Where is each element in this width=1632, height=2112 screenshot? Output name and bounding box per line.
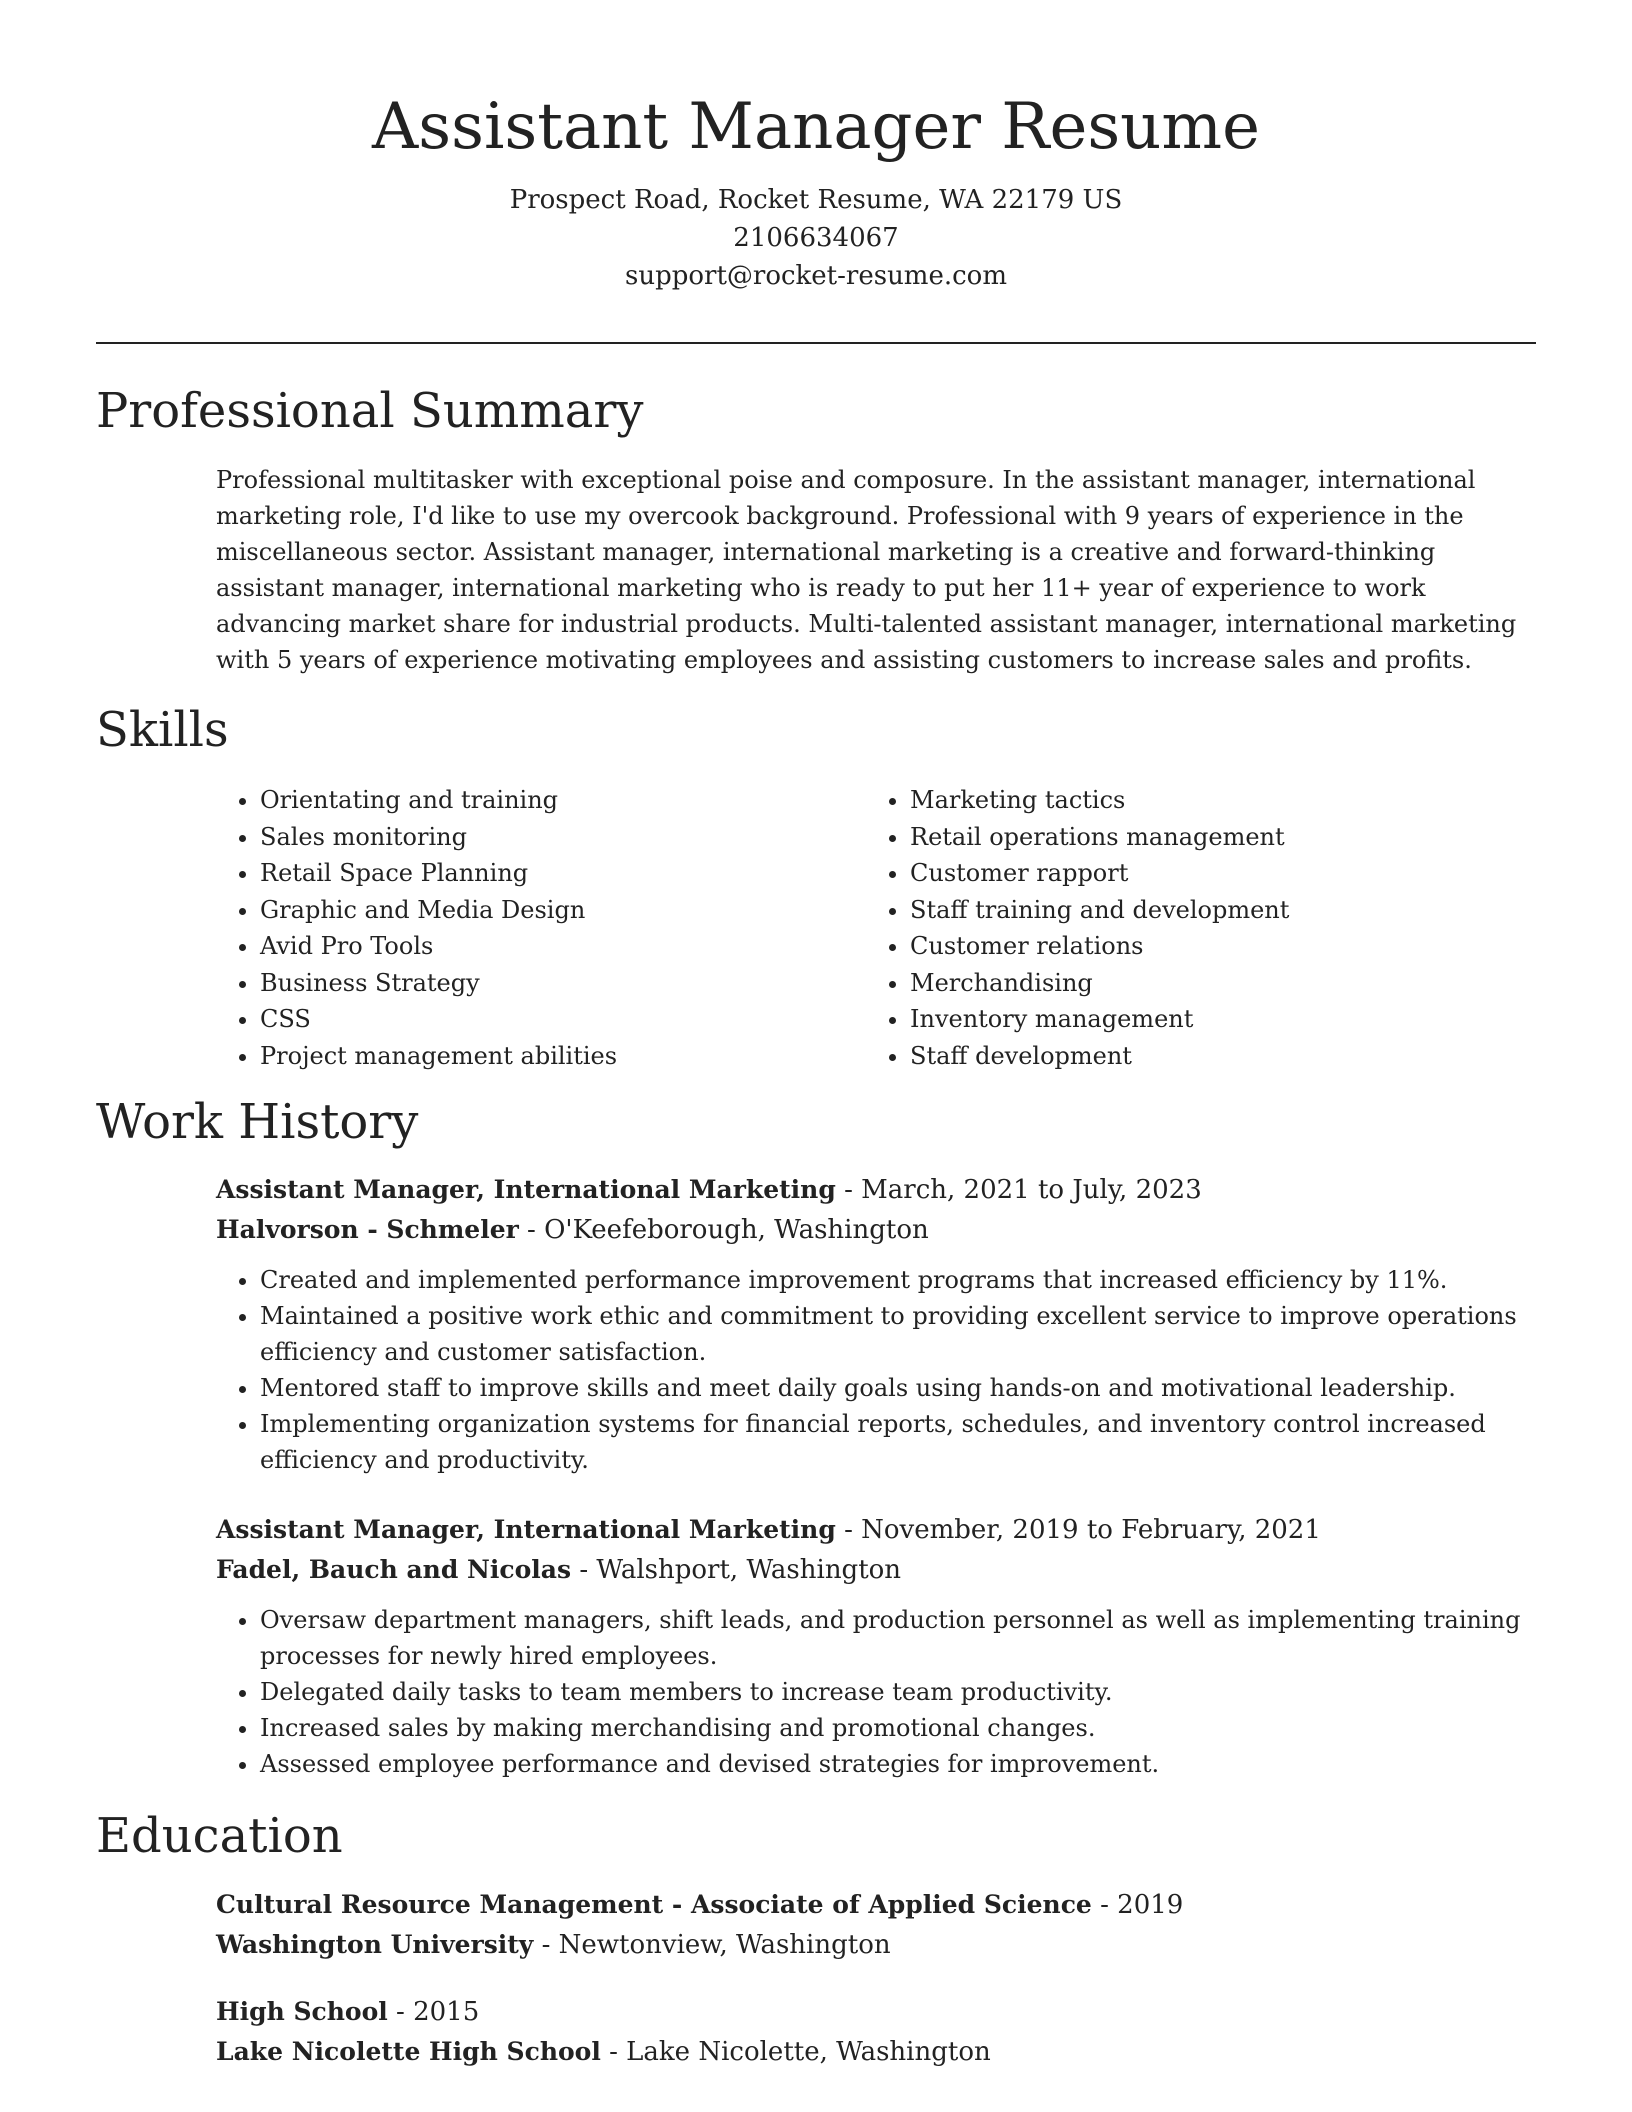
edu-location: - Lake Nicolette, Washington [600,2037,991,2067]
skill-item: • Inventory management [910,1001,1560,1038]
skill-item: • Staff training and development [910,892,1560,929]
job-bullets [216,1602,1536,1782]
contact-address: Prospect Road, Rocket Resume, WA 22179 US [509,185,1123,215]
summary-text: Professional multitasker with exceptional poise and composure. In the assistant manager, international marketing role, I'd like to use my overcook background. Professional with 9 years of experience in the miscellaneous sector. Assistant manager, international marketing is a creative and forward-thinking assistant manager, international marketing who is ready to put her 11+ year of experience to work advancing market share for industrial products. Multi-talented assistant manager, international marketing with 5 years of experience motivating employees and assisting customers to increase sales and profits. [216,466,1517,674]
job-company: Halvorson - Schmeler [216,1215,519,1244]
skill-item: • Graphic and Media Design [260,892,860,929]
skill-item: • Business Strategy [260,965,860,1002]
skill-item: • Marketing tactics [910,782,1560,819]
work-heading: Work History [96,1094,419,1150]
skill-item: • Staff development [910,1038,1560,1075]
skill-item: • Retail Space Planning [260,855,860,892]
job-title-line [216,1170,1536,1210]
edu-degree: High School [216,1997,388,2026]
skills-list-left [216,782,860,1074]
job-bullet: • Delegated daily tasks to team members to increase team productivity. [260,1674,1536,1710]
edu-location: - Newtonview, Washington [533,1930,891,1960]
contact-email: support@rocket-resume.com [624,261,1007,291]
skills-list-right [866,782,1560,1074]
job-company: Fadel, Bauch and Nicolas [216,1555,572,1584]
job-bullet: • Implementing organization systems for financial reports, schedules, and inventory control increased efficiency and productivity. [260,1406,1536,1478]
skill-item: • Orientating and training [260,782,860,819]
header-divider [96,342,1536,344]
job-dates: - March, 2021 to July, 2023 [835,1175,1202,1205]
summary-heading: Professional Summary [96,383,644,439]
education-entry [216,1885,1536,1965]
job-location: - O'Keefeborough, Washington [518,1215,929,1245]
job-bullets [216,1262,1536,1478]
contact-phone: 2106634067 [733,223,899,253]
skill-item: • Customer rapport [910,855,1560,892]
skill-item: • Avid Pro Tools [260,928,860,965]
job-location: - Walshport, Washington [571,1555,902,1585]
job-bullet: • Created and implemented performance improvement programs that increased efficiency by 11%. [260,1262,1536,1298]
edu-year: - 2019 [1091,1890,1184,1920]
job-bullet: • Assessed employee performance and devised strategies for improvement. [260,1746,1536,1782]
job-title: Assistant Manager, International Marketing [216,1175,836,1204]
work-entry [216,1170,1536,1478]
work-entry [216,1510,1536,1782]
edu-degree-line [216,1885,1536,1925]
job-bullet: • Mentored staff to improve skills and meet daily goals using hands-on and motivational leadership. [260,1370,1536,1406]
edu-degree: Cultural Resource Management - Associate of Applied Science [216,1890,1092,1919]
job-bullet: • Oversaw department managers, shift leads, and production personnel as well as implementing training processes for newly hired employees. [260,1602,1536,1674]
edu-school: Lake Nicolette High School [216,2037,601,2066]
job-bullet: • Maintained a positive work ethic and commitment to providing excellent service to improve operations efficiency and customer satisfaction. [260,1298,1536,1370]
skill-item: • CSS [260,1001,860,1038]
skill-item: • Retail operations management [910,819,1560,856]
job-company-line [216,1550,1536,1590]
edu-school-line [216,2032,1536,2072]
edu-school: Washington University [216,1930,534,1959]
job-dates: - November, 2019 to February, 2021 [835,1515,1321,1545]
resume-title: Assistant Manager Resume [372,90,1260,164]
edu-year: - 2015 [387,1997,480,2027]
skill-item: • Customer relations [910,928,1560,965]
job-bullet: • Increased sales by making merchandising and promotional changes. [260,1710,1536,1746]
resume-header [96,82,1536,295]
skill-item: • Project management abilities [260,1038,860,1075]
edu-school-line [216,1925,1536,1965]
education-entry [216,1992,1536,2072]
job-title-line [216,1510,1536,1550]
skill-item: • Merchandising [910,965,1560,1002]
job-title: Assistant Manager, International Marketing [216,1515,836,1544]
job-company-line [216,1210,1536,1250]
skills-heading: Skills [96,702,229,758]
education-heading: Education [96,1808,343,1864]
edu-degree-line [216,1992,1536,2032]
skill-item: • Sales monitoring [260,819,860,856]
